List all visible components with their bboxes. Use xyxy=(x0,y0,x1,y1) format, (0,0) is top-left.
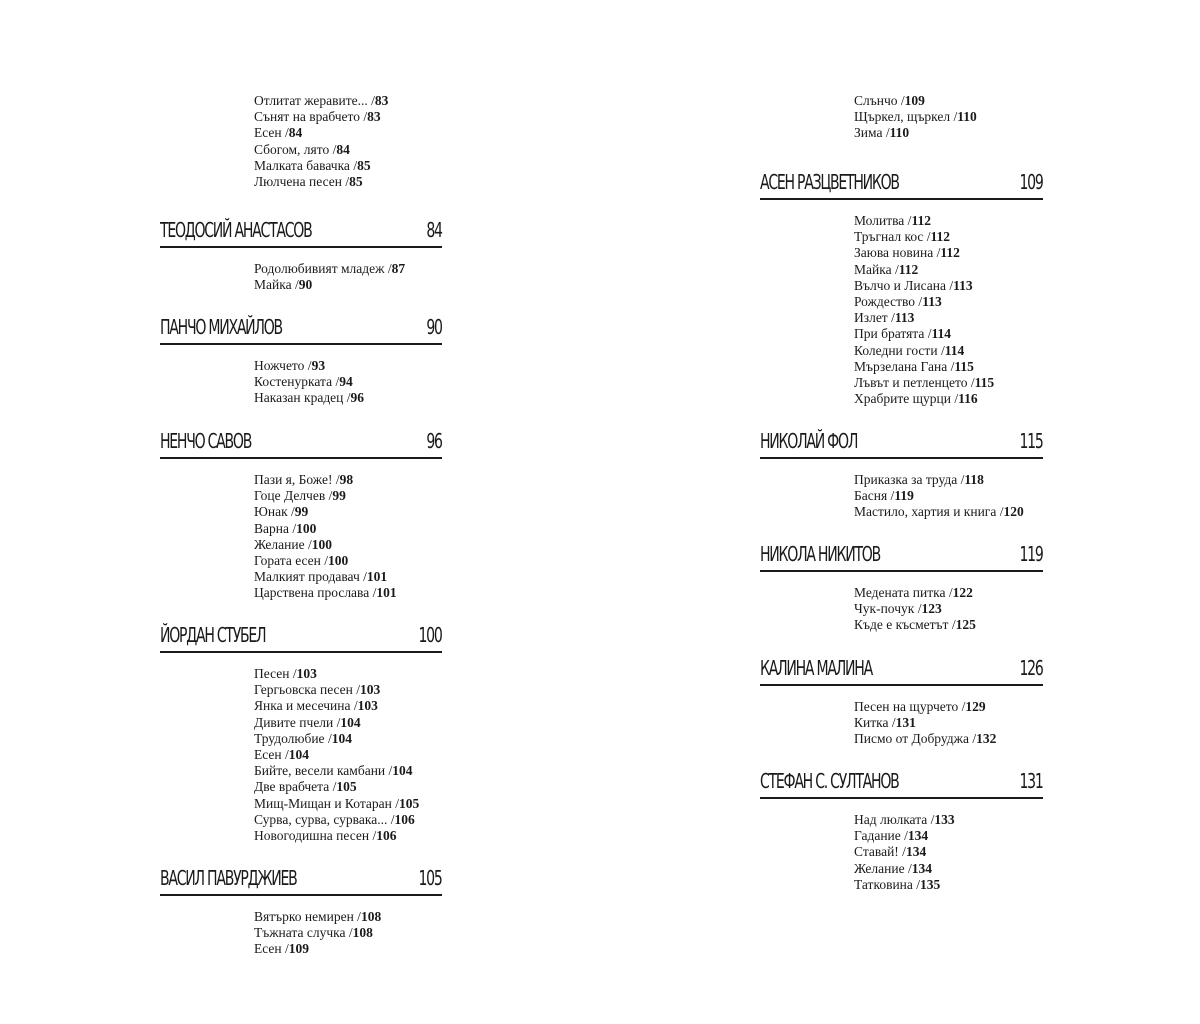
poem-entry: Желание /134 xyxy=(854,860,932,876)
poem-entry: Вятърко немирен /108 xyxy=(254,909,382,924)
poem-page-number: 83 xyxy=(374,93,389,108)
author-page-number: 84 xyxy=(426,218,442,242)
poem-entry: Ножчето /93 xyxy=(254,358,326,373)
poem-page-number: 84 xyxy=(336,141,350,157)
poem-page-number: 105 xyxy=(336,779,357,795)
poem-entry: Рождество /113 xyxy=(854,293,942,309)
poem-entry: Сбогом, лято /84 xyxy=(254,141,350,157)
poem-page-number: 87 xyxy=(391,261,406,276)
poem-page-number: 83 xyxy=(367,109,381,125)
poem-page-number: 131 xyxy=(895,715,916,731)
author-heading xyxy=(760,168,1043,200)
author-name: ЙОРДАН СТУБЕЛ xyxy=(160,623,266,647)
poem-title: Юнак xyxy=(254,504,288,520)
poem-page-number: 104 xyxy=(392,763,413,779)
poem-entry: Люлчена песен /85 xyxy=(254,173,363,189)
poem-entry: Отлитат жеравите... /83 xyxy=(254,93,389,108)
poem-page-number: 101 xyxy=(366,569,388,585)
poem-entry: Пази я, Боже! /98 xyxy=(254,472,354,487)
poem-page-number: 122 xyxy=(952,585,973,600)
poem-page-number: 109 xyxy=(904,93,925,108)
poem-title: Малкият продавач xyxy=(254,569,360,585)
intro-poems-left xyxy=(160,93,442,190)
poem-page-number: 99 xyxy=(294,504,309,520)
author-heading xyxy=(160,313,442,345)
poem-title: Гоце Делчев xyxy=(254,488,326,504)
poem-title: Писмо от Добруджа xyxy=(854,731,969,747)
poem-title: Песен на щурчето xyxy=(854,699,959,714)
author-name: НЕНЧО САВОВ xyxy=(160,429,252,453)
poem-entry: Тръгнал кос /112 xyxy=(854,229,951,245)
poem-title: Вълчо и Лисана xyxy=(854,277,946,293)
poem-title: Костенурката xyxy=(254,374,333,390)
poem-title: Ножчето xyxy=(254,358,305,373)
poem-entry: Над люлката /133 xyxy=(854,812,955,827)
poem-page-number: 84 xyxy=(288,125,303,141)
poem-page-number: 108 xyxy=(360,909,382,924)
poem-page-number: 113 xyxy=(953,277,973,293)
poem-title: Песен xyxy=(254,666,290,681)
poem-entry: Песен на щурчето /129 xyxy=(854,699,986,714)
author-page-number: 126 xyxy=(1019,656,1043,680)
poem-page-number: 106 xyxy=(376,827,397,843)
poem-page-number: 134 xyxy=(911,860,932,876)
poem-list xyxy=(760,699,1043,748)
author-section xyxy=(160,216,442,293)
poem-list xyxy=(160,93,442,190)
poem-page-number: 115 xyxy=(954,358,974,374)
poem-entry: Малкият продавач /101 xyxy=(254,569,388,585)
poem-title: Щъркел, щъркел xyxy=(854,109,951,125)
poem-entry: Песен /103 xyxy=(254,666,317,681)
poem-title: Приказка за труда xyxy=(854,472,958,487)
poem-title: Есен xyxy=(254,941,282,957)
poem-page-number: 85 xyxy=(349,173,363,189)
poem-title: Новогодишна песен xyxy=(254,827,370,843)
poem-entry: Басня /119 xyxy=(854,488,914,504)
poem-entry: Гората есен /100 xyxy=(254,552,349,568)
poem-list xyxy=(760,472,1043,521)
poem-entry: Гоце Делчев /99 xyxy=(254,488,346,504)
poem-entry: Вълчо и Лисана /113 xyxy=(854,277,973,293)
poem-page-number: 113 xyxy=(894,310,915,326)
poem-title: Вятърко немирен xyxy=(254,909,354,924)
poem-title: При братята xyxy=(854,326,925,342)
poem-page-number: 103 xyxy=(357,698,378,714)
author-heading xyxy=(760,654,1043,686)
author-name: НИКОЛА НИКИТОВ xyxy=(760,542,880,566)
poem-title: Над люлката xyxy=(854,812,928,827)
poem-title: Ставай! xyxy=(854,844,899,860)
poem-entry: Есен /104 xyxy=(254,746,310,762)
author-section xyxy=(760,767,1043,893)
author-heading xyxy=(760,540,1043,572)
poem-entry: Желание /100 xyxy=(254,536,332,552)
poem-title: Татковина xyxy=(854,876,913,892)
intro-poems-right xyxy=(760,93,1043,142)
poem-page-number: 96 xyxy=(350,390,365,406)
author-heading xyxy=(160,864,442,896)
poem-page-number: 90 xyxy=(298,277,313,293)
author-section xyxy=(760,427,1043,521)
poem-entry: Родолюбивият младеж /87 xyxy=(254,261,406,276)
poem-title: Рождество xyxy=(854,293,916,309)
poem-page-number: 114 xyxy=(931,326,952,342)
author-section xyxy=(160,864,442,958)
poem-title: Сурва, сурва, сурвака... xyxy=(254,811,388,827)
poem-entry: Бийте, весели камбани /104 xyxy=(254,763,413,779)
author-page-number: 109 xyxy=(1019,170,1043,194)
poem-page-number: 114 xyxy=(944,342,965,358)
poem-page-number: 100 xyxy=(311,536,332,552)
poem-page-number: 133 xyxy=(934,812,955,827)
poem-entry: Трудолюбие /104 xyxy=(254,730,352,746)
poem-list xyxy=(160,261,442,293)
author-page-number: 131 xyxy=(1019,769,1043,793)
poem-entry: Две врабчета /105 xyxy=(254,779,357,795)
poem-title: Гората есен xyxy=(254,552,321,568)
poem-title: Слънчо xyxy=(854,93,898,108)
poem-title: Медената питка xyxy=(854,585,946,600)
poem-title: Дивите пчели xyxy=(254,714,334,730)
author-section xyxy=(760,540,1043,634)
author-section xyxy=(760,654,1043,748)
poem-title: Сбогом, лято xyxy=(254,141,330,157)
poem-title: Родолюбивият младеж xyxy=(254,261,385,276)
poem-entry: Наказан крадец /96 xyxy=(254,390,365,406)
poem-title: Лъвът и петленцето xyxy=(854,374,968,390)
right-page xyxy=(600,0,1200,1024)
poem-title: Басня xyxy=(854,488,888,504)
poem-entry: Писмо от Добруджа /132 xyxy=(854,731,997,747)
poem-title: Зима xyxy=(854,125,883,141)
poem-page-number: 104 xyxy=(340,714,361,730)
poem-entry: Медената питка /122 xyxy=(854,585,973,600)
author-name: КАЛИНА МАЛИНА xyxy=(760,656,872,680)
poem-title: Излет xyxy=(854,310,888,326)
poem-list xyxy=(160,666,442,844)
author-heading xyxy=(760,427,1043,459)
author-page-number: 90 xyxy=(426,315,442,339)
poem-title: Майка xyxy=(254,277,292,293)
author-page-number: 96 xyxy=(426,429,442,453)
author-name: ВАСИЛ ПАВУРДЖИЕВ xyxy=(160,866,297,890)
author-heading xyxy=(160,621,442,653)
poem-page-number: 106 xyxy=(394,811,415,827)
poem-title: Две врабчета xyxy=(254,779,330,795)
poem-entry: Костенурката /94 xyxy=(254,374,353,390)
author-name: ПАНЧО МИХАЙЛОВ xyxy=(160,315,282,339)
poem-list xyxy=(760,213,1043,407)
author-page-number: 119 xyxy=(1019,542,1043,566)
poem-title: Желание xyxy=(854,860,905,876)
poem-entry: Малката бавачка /85 xyxy=(254,157,371,173)
poem-page-number: 93 xyxy=(311,358,326,373)
author-heading xyxy=(160,427,442,459)
poem-list xyxy=(760,93,1043,142)
poem-entry: Татковина /135 xyxy=(854,876,941,892)
poem-title: Мързелана Гана xyxy=(854,358,948,374)
poem-page-number: 116 xyxy=(958,391,978,407)
poem-page-number: 103 xyxy=(360,682,381,698)
poem-title: Коледни гости xyxy=(854,342,938,358)
poem-entry: Слънчо /109 xyxy=(854,93,925,108)
author-name: СТЕФАН С. СУЛТАНОВ xyxy=(760,769,899,793)
poem-title: Гадание xyxy=(854,828,901,844)
poem-entry: Янка и месечина /103 xyxy=(254,698,378,714)
poem-page-number: 104 xyxy=(288,746,310,762)
poem-entry: Храбрите щурци /116 xyxy=(854,391,978,407)
poem-list xyxy=(760,585,1043,634)
poem-page-number: 129 xyxy=(965,699,986,714)
poem-page-number: 125 xyxy=(955,617,976,633)
poem-entry: Заюва новина /112 xyxy=(854,245,960,261)
poem-page-number: 112 xyxy=(930,229,951,245)
poem-title: Варна xyxy=(254,520,289,536)
poem-entry: Юнак /99 xyxy=(254,504,309,520)
poem-title: Къде е късметът xyxy=(854,617,949,633)
poem-page-number: 135 xyxy=(920,876,941,892)
poem-title: Царствена прослава xyxy=(254,585,370,601)
poem-page-number: 100 xyxy=(296,520,317,536)
poem-entry: Дивите пчели /104 xyxy=(254,714,361,730)
poem-page-number: 112 xyxy=(911,213,931,228)
poem-page-number: 104 xyxy=(331,730,352,746)
poem-title: Китка xyxy=(854,715,889,731)
poem-entry: Излет /113 xyxy=(854,310,915,326)
poem-page-number: 103 xyxy=(296,666,317,681)
author-name: НИКОЛАЙ ФОЛ xyxy=(760,429,858,453)
poem-title: Бийте, весели камбани xyxy=(254,763,386,779)
poem-entry: Есен /109 xyxy=(254,941,310,957)
poem-entry: Мищ-Мищан и Котаран /105 xyxy=(254,795,420,811)
poem-page-number: 118 xyxy=(964,472,984,487)
author-section xyxy=(160,427,442,602)
poem-entry: При братята /114 xyxy=(854,326,952,342)
poem-title: Заюва новина xyxy=(854,245,934,261)
poem-title: Есен xyxy=(254,746,282,762)
poem-entry: Гадание /134 xyxy=(854,828,929,844)
poem-page-number: 112 xyxy=(898,261,919,277)
poem-title: Сънят на врабчето xyxy=(254,109,361,125)
poem-page-number: 109 xyxy=(288,941,310,957)
poem-list xyxy=(760,812,1043,893)
poem-page-number: 85 xyxy=(357,157,371,173)
author-name: АСЕН РАЗЦВЕТНИКОВ xyxy=(760,170,899,194)
poem-page-number: 100 xyxy=(328,552,349,568)
poem-title: Тъжната случка xyxy=(254,925,346,941)
poem-title: Есен xyxy=(254,125,282,141)
poem-list xyxy=(160,909,442,958)
poem-title: Люлчена песен xyxy=(254,173,342,189)
poem-page-number: 113 xyxy=(922,293,942,309)
poem-page-number: 108 xyxy=(352,925,373,941)
poem-entry: Сънят на врабчето /83 xyxy=(254,109,381,125)
poem-page-number: 134 xyxy=(905,844,927,860)
poem-title: Молитва xyxy=(854,213,905,228)
poem-title: Малката бавачка xyxy=(254,157,350,173)
poem-entry: Приказка за труда /118 xyxy=(854,472,984,487)
poem-entry: Мастило, хартия и книга /120 xyxy=(854,504,1024,520)
poem-entry: Тъжната случка /108 xyxy=(254,925,373,941)
poem-title: Чук-почук xyxy=(854,601,915,617)
poem-page-number: 110 xyxy=(957,109,977,125)
poem-title: Отлитат жеравите... xyxy=(254,93,368,108)
poem-title: Янка и месечина xyxy=(254,698,351,714)
author-section xyxy=(760,168,1043,407)
poem-page-number: 134 xyxy=(907,828,929,844)
poem-page-number: 94 xyxy=(339,374,353,390)
poem-title: Трудолюбие xyxy=(254,730,325,746)
poem-entry: Царствена прослава /101 xyxy=(254,585,397,601)
poem-page-number: 120 xyxy=(1003,504,1024,520)
poem-entry: Зима /110 xyxy=(854,125,910,141)
poem-page-number: 98 xyxy=(339,472,354,487)
author-page-number: 100 xyxy=(418,623,442,647)
poem-title: Гергьовска песен xyxy=(254,682,353,698)
poem-entry: Майка /90 xyxy=(254,277,313,293)
poem-page-number: 110 xyxy=(889,125,910,141)
poem-title: Желание xyxy=(254,536,305,552)
author-heading xyxy=(160,216,442,248)
poem-entry: Щъркел, щъркел /110 xyxy=(854,109,977,125)
poem-title: Майка xyxy=(854,261,892,277)
poem-entry: Майка /112 xyxy=(854,261,919,277)
author-page-number: 115 xyxy=(1019,429,1043,453)
poem-page-number: 112 xyxy=(940,245,960,261)
poem-entry: Чук-почук /123 xyxy=(854,601,942,617)
poem-entry: Гергьовска песен /103 xyxy=(254,682,381,698)
poem-page-number: 123 xyxy=(921,601,942,617)
poem-page-number: 115 xyxy=(974,374,995,390)
poem-page-number: 101 xyxy=(376,585,397,601)
poem-title: Храбрите щурци xyxy=(854,391,951,407)
poem-page-number: 105 xyxy=(399,795,420,811)
author-page-number: 105 xyxy=(418,866,442,890)
poem-page-number: 132 xyxy=(976,731,997,747)
author-section xyxy=(160,621,442,844)
author-name: ТЕОДОСИЙ АНАСТАСОВ xyxy=(160,218,312,242)
poem-entry: Ставай! /134 xyxy=(854,844,927,860)
author-heading xyxy=(760,767,1043,799)
author-section xyxy=(160,313,442,407)
poem-entry: Сурва, сурва, сурвака... /106 xyxy=(254,811,415,827)
poem-list xyxy=(160,358,442,407)
poem-entry: Варна /100 xyxy=(254,520,317,536)
poem-title: Тръгнал кос xyxy=(854,229,924,245)
poem-entry: Коледни гости /114 xyxy=(854,342,965,358)
poem-title: Пази я, Боже! xyxy=(254,472,333,487)
poem-title: Мищ-Мищан и Котаран xyxy=(254,795,392,811)
poem-entry: Мързелана Гана /115 xyxy=(854,358,974,374)
poem-title: Наказан крадец xyxy=(254,390,344,406)
poem-entry: Лъвът и петленцето /115 xyxy=(854,374,995,390)
poem-list xyxy=(160,472,442,602)
poem-entry: Къде е късметът /125 xyxy=(854,617,976,633)
poem-page-number: 99 xyxy=(332,488,346,504)
poem-entry: Молитва /112 xyxy=(854,213,931,228)
poem-page-number: 119 xyxy=(894,488,914,504)
poem-entry: Новогодишна песен /106 xyxy=(254,827,397,843)
poem-title: Мастило, хартия и книга xyxy=(854,504,997,520)
poem-entry: Китка /131 xyxy=(854,715,916,731)
poem-entry: Есен /84 xyxy=(254,125,303,141)
